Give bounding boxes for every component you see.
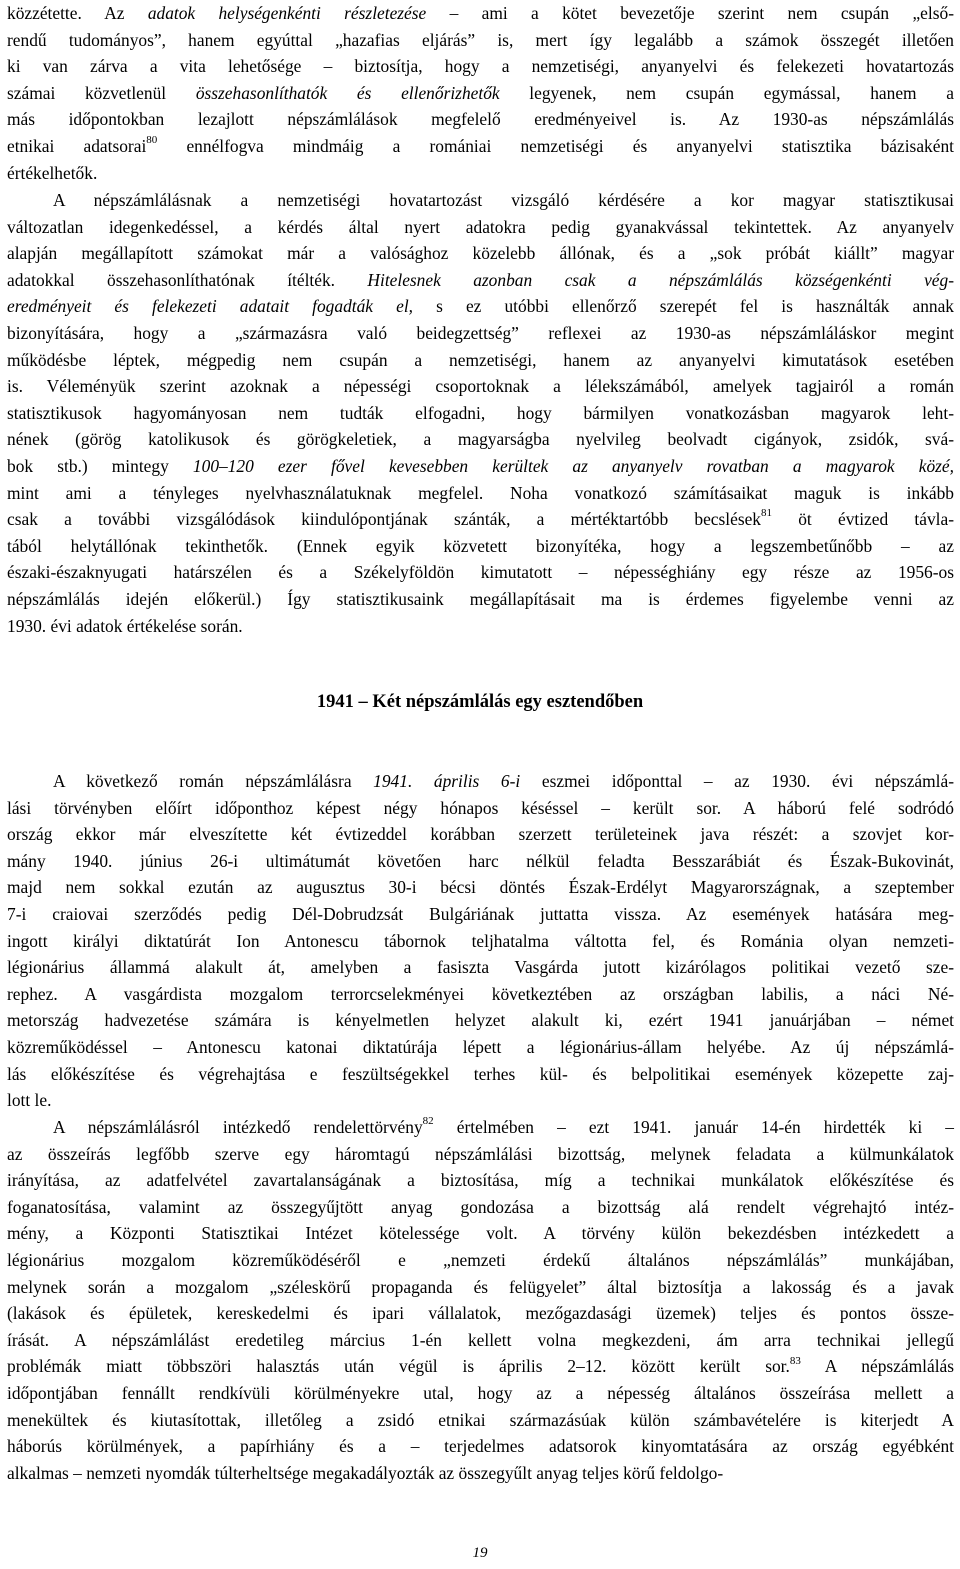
text-line: változatlan idegenkedéssel, a kérdés által nyert adatokra pedig gyanakvással tekintettek. Az anyanyelv bbox=[7, 216, 954, 237]
text-line: értékelhetők. bbox=[7, 162, 98, 183]
text-line: irányítása, az adatfelvétel zavartalanságának a biztosítása, míg a technikai munkálatok előkészítése és bbox=[7, 1170, 954, 1191]
text-line: mány 1940. június 26-i ultimátumát követően harc nélkül feladta Besszarábiát és Észak-Bukovinát, bbox=[7, 850, 954, 871]
section-heading: 1941 – Két népszámlálás egy esztendőben bbox=[316, 692, 644, 712]
text-line: más időpontokban lezajlott népszámlálások megfelelő eredményeivel is. Az 1930-as népszámlálás bbox=[7, 109, 954, 130]
text-line: 1930. évi adatok értékelése során. bbox=[7, 615, 243, 636]
text-line: majd nem sokkal ezután az augusztus 30-i bécsi döntés Észak-Erdélyt Magyarországnak, a szeptember bbox=[7, 877, 954, 898]
italic-emphasis: 1941. április 6-i bbox=[373, 771, 521, 791]
text-line: számai közvetlenül összehasonlíthatók és ellenőrizhetők legyenek, nem csupán egymással, hanem a bbox=[7, 82, 954, 103]
text-line: működésbe léptek, mégpedig nem csupán a nemzetiségi, hanem az anyanyelvi kimutatások esetében bbox=[7, 349, 954, 370]
text-line: etnikai adatsorai$^{80}$ ennélfogva mindmáig a romániai nemzetiségi és anyanyelvi statisztika bázisaként bbox=[7, 134, 954, 156]
italic-emphasis: eredményeit és felekezeti adatait fogadták el, bbox=[7, 296, 413, 317]
text-line: háborús körülmények, a papírhiány és a – terjedelmes adatsorok kinyomtatására az ország egyébként bbox=[7, 1436, 954, 1457]
text-line: alkalmas – nemzeti nyomdák túlterheltsége megakadályozták az összegyűlt anyag teljes körű feldolgo- bbox=[7, 1462, 724, 1483]
text-line: írását. A népszámlálást eredetileg március 1-én kellett volna megkezdeni, ám arra technikai jellegű bbox=[7, 1329, 954, 1350]
text-line: lás előkészítése és végrehajtása e feszültségekkel terhes kül- és belpolitikai események közepette zaj- bbox=[7, 1063, 954, 1084]
text-line: melynek során a mozgalom „széleskörű propaganda és felügyelet” által biztosítja a lakosság és a javak bbox=[7, 1276, 954, 1297]
text-line: ingott királyi diktatúrát Ion Antonescu tábornok teljhatalma váltotta fel, és Románia olyan nemzeti- bbox=[7, 930, 954, 951]
text-line: rephez. A vasgárdista mozgalom terrorcselekményei következtében az országban labilis, a náci Né- bbox=[7, 983, 954, 1004]
text-line: statisztikusok hagyományosan nem tudták elfogadni, hogy bármilyen vonatkozásban magyarok leht- bbox=[7, 402, 954, 423]
text-line: közreműködéssel – Antonescu katonai diktatúrája lépett a légionárius-állam helyébe. Az új népszámlá- bbox=[7, 1036, 954, 1057]
text-line: is. Véleményük szerint azoknak a népességi csoportoknak a lélekszámából, amelyek tagjairól a román bbox=[7, 376, 954, 397]
footnote-ref: 81 bbox=[761, 507, 773, 520]
italic-emphasis: adatok helységenkénti részletezése bbox=[147, 3, 427, 23]
text-line: rendű tudományos”, hanem egyúttal „hazafias eljárás” is, mert így legalább a számok összegét illetően bbox=[7, 29, 954, 50]
page-number: 19 bbox=[472, 1545, 488, 1561]
text-line: eredményeit és felekezeti adatait fogadták el, s ez utóbbi ellenőrző szerepét fel is használták annak bbox=[7, 296, 954, 317]
text-line: mint ami a tényleges nyelvhasználatuknak megfelel. Noha vonatkozó számításaikat maguk is inkább bbox=[7, 482, 954, 503]
text-line: foganatosítása, valamint az összegyűjtött anyag gondozása a bizottság alá rendelt végrehajtó intéz- bbox=[7, 1196, 954, 1217]
text-line: légionárius állammá alakult át, amelyben a fasiszta Vasgárda jutott kizárólagos politikai vezető sze- bbox=[7, 957, 954, 978]
paragraph-census-1941-context bbox=[7, 768, 954, 1114]
text-line: közzétette. Az adatok helységenkénti részletezése – ami a kötet bevezetője szerint nem csupán „első- bbox=[7, 3, 954, 23]
footnote-ref: 83 bbox=[789, 1354, 801, 1367]
text-line: A népszámlálásról intézkedő rendelettörvény$^{82}$ értelmében – ezt 1941. január 14-én hirdették ki – bbox=[53, 1115, 954, 1137]
text-line: A következő román népszámlálásra 1941. április 6-i eszmei időponttal – az 1930. évi népszámlá- bbox=[53, 771, 954, 791]
text-line: északi-északnyugati határszélen és a Székelyföldön kimutatott – népességhiány egy része az 1956-os bbox=[7, 562, 954, 583]
footnote-ref: 80 bbox=[146, 134, 158, 147]
text-line: problémák miatt többszöri halasztás után végül is április 2–12. között került sor.$^{83}$ A népszámlálás bbox=[7, 1354, 955, 1377]
text-line: adatokkal összehasonlíthatónak ítélték. Hitelesnek azonban csak a népszámlálás községenkénti vég- bbox=[7, 269, 954, 290]
text-line: (lakások és épületek, kereskedelmi és ipari vállalatok, mezőgazdasági üzemek) teljes és pontos össze- bbox=[7, 1303, 954, 1324]
text-line: lott le. bbox=[7, 1090, 52, 1111]
text-line: csak a további vizsgálódások kiindulópontjának szánták, a mértéktartóbb becslések$^{81}$ öt évtized távla- bbox=[7, 507, 955, 530]
text-line: légionárius mozgalom közreműködéséről e „nemzeti érdekű általános népszámlálás” munkájában, bbox=[7, 1249, 954, 1270]
footnote-ref: 82 bbox=[422, 1115, 434, 1128]
text-line: bizonyítására, hogy a „származásra való beidegzettség” reflexei az 1930-as népszámláláskor megint bbox=[7, 322, 954, 343]
text-line: menekültek és kiutasítottak, illetőleg a zsidó etnikai származásúak külön számbavételére is kiterjedt A bbox=[7, 1409, 954, 1430]
text-line: 7-i craiovai szerződés pedig Dél-Dobrudzsát Bulgáriának juttatta vissza. Az események hatására meg- bbox=[7, 903, 954, 924]
text-line: metország hadvezetése számára is kényelmetlen helyzet alakult ki, ezért 1941 januárjában – német bbox=[7, 1010, 954, 1031]
italic-emphasis: 100–120 ezer fővel kevesebben kerültek az anyanyelv rovatban a magyarok közé, bbox=[192, 455, 954, 476]
italic-emphasis: összehasonlíthatók és ellenőrizhetők bbox=[195, 82, 500, 103]
text-line: ki van zárva a vita lehetősége – biztosítja, hogy a nemzetiségi, anyanyelvi és felekezeti hovatartozás bbox=[7, 56, 954, 77]
paragraph-census-law bbox=[7, 1114, 954, 1486]
text-line: nének (görög katolikusok és görögkeletiek, a magyarságba nyelvileg beolvadt cigányok, zsidók, svá- bbox=[7, 429, 954, 450]
text-line: lási törvényben előírt időponthoz képest négy hónapos késéssel – került sor. A háború felé sodródó bbox=[7, 797, 954, 818]
text-line: az összeírás legfőbb szerve egy háromtagú népszámlálási bizottság, melynek feladata a külmunkálatok bbox=[7, 1143, 954, 1164]
text-line: tából helytállónak tekinthetők. (Ennek egyik közvetett bizonyítéka, hogy a legszembetűnőbb – az bbox=[7, 535, 954, 556]
paragraph-hungarian-statisticians bbox=[7, 187, 954, 639]
text-line: időpontjában fennállt rendkívüli körülményekre utal, hogy az a népesség általános összeírása mellett a bbox=[7, 1382, 954, 1403]
text-line: mény, a Központi Statisztikai Intézet kötelessége volt. A törvény külön bekezdésben intézkedett a bbox=[7, 1223, 954, 1244]
text-line: népszámlálás idején előkerül.) Így statisztikusaink megállapításait ma is érdemes figyelembe venni az bbox=[7, 588, 954, 609]
text-line: A népszámlálásnak a nemzetiségi hovatartozást vizsgáló kérdésére a kor magyar statisztikusai bbox=[53, 190, 954, 210]
text-line: ország ekkor már elveszítette két évtizeddel korábban szerzett területeinek java részét: a szovjet kor- bbox=[7, 824, 954, 845]
text-line: bok stb.) mintegy 100–120 ezer fővel kevesebben kerültek az anyanyelv rovatban a magyarok közé, bbox=[7, 455, 954, 476]
italic-emphasis: Hitelesnek azonban csak a népszámlálás községenkénti vég- bbox=[367, 269, 954, 290]
text-line: alapján megállapított számokat már a valósághoz közelebb állónak, és a „sok próbát kiállt” magyar bbox=[7, 243, 954, 264]
paragraph-census-1930-details bbox=[7, 0, 954, 186]
